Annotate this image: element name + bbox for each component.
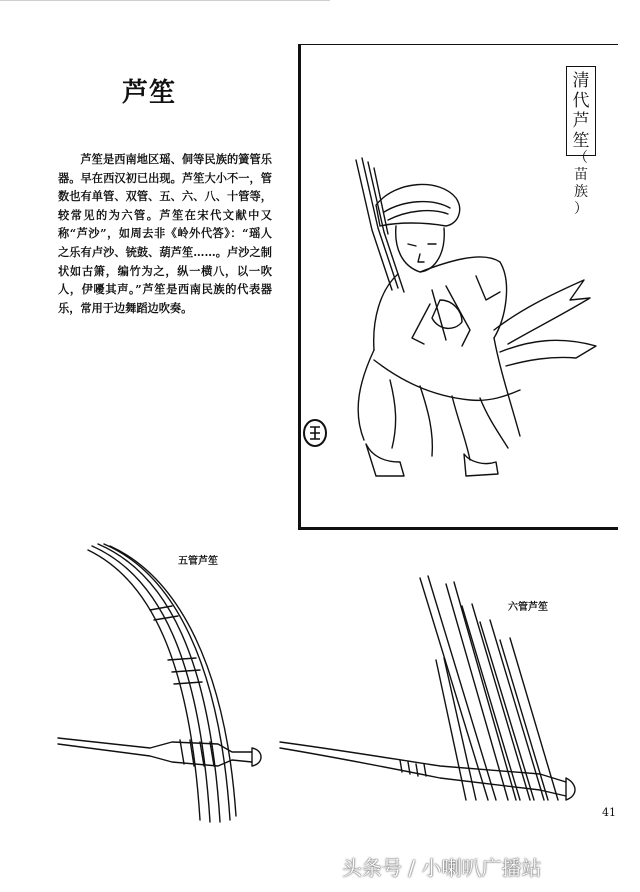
illustration-title-char: 代 <box>572 91 590 111</box>
illustration-subtitle-char: 苗 <box>574 167 588 183</box>
five-pipe-lusheng-drawing <box>58 544 261 822</box>
caption-six-pipe: 六管芦笙 <box>508 602 548 613</box>
page-title: 芦笙 <box>122 78 177 108</box>
page-number: 41 <box>602 806 616 819</box>
illustration-subtitle-char: （ <box>574 150 588 166</box>
paragraph-text: 芦笙是西南地区瑶、侗等民族的簧管乐器。早在西汉初已出现。芦笙大小不一，管数也有单管、双管、五、六、八、十管等，较常见的为六管。芦笙在宋代文献中又称“芦沙”，如周去非《岭外代答》：“瑶人之乐有卢沙、铳鼓、葫芦笙……。卢沙之制状如古箫，编竹为之，纵一横八，以一吹人，伊嚘其声。”芦笙是西南民族的代表器乐，常用于边舞蹈边吹奏。 <box>58 152 272 315</box>
illustration-title-char: 芦 <box>572 111 590 131</box>
artist-seal-icon <box>302 418 328 448</box>
illustration-title-char: 笙 <box>572 131 590 151</box>
caption-five-pipe: 五管芦笙 <box>178 556 218 567</box>
illustration-subtitle-char: ） <box>574 201 588 217</box>
illustration-title-char: 清 <box>572 71 590 91</box>
illustration-subtitle-char: 族 <box>574 184 588 200</box>
watermark: 头条号 / 小喇叭广播站 <box>342 856 542 880</box>
player-figure-drawing <box>356 158 596 476</box>
